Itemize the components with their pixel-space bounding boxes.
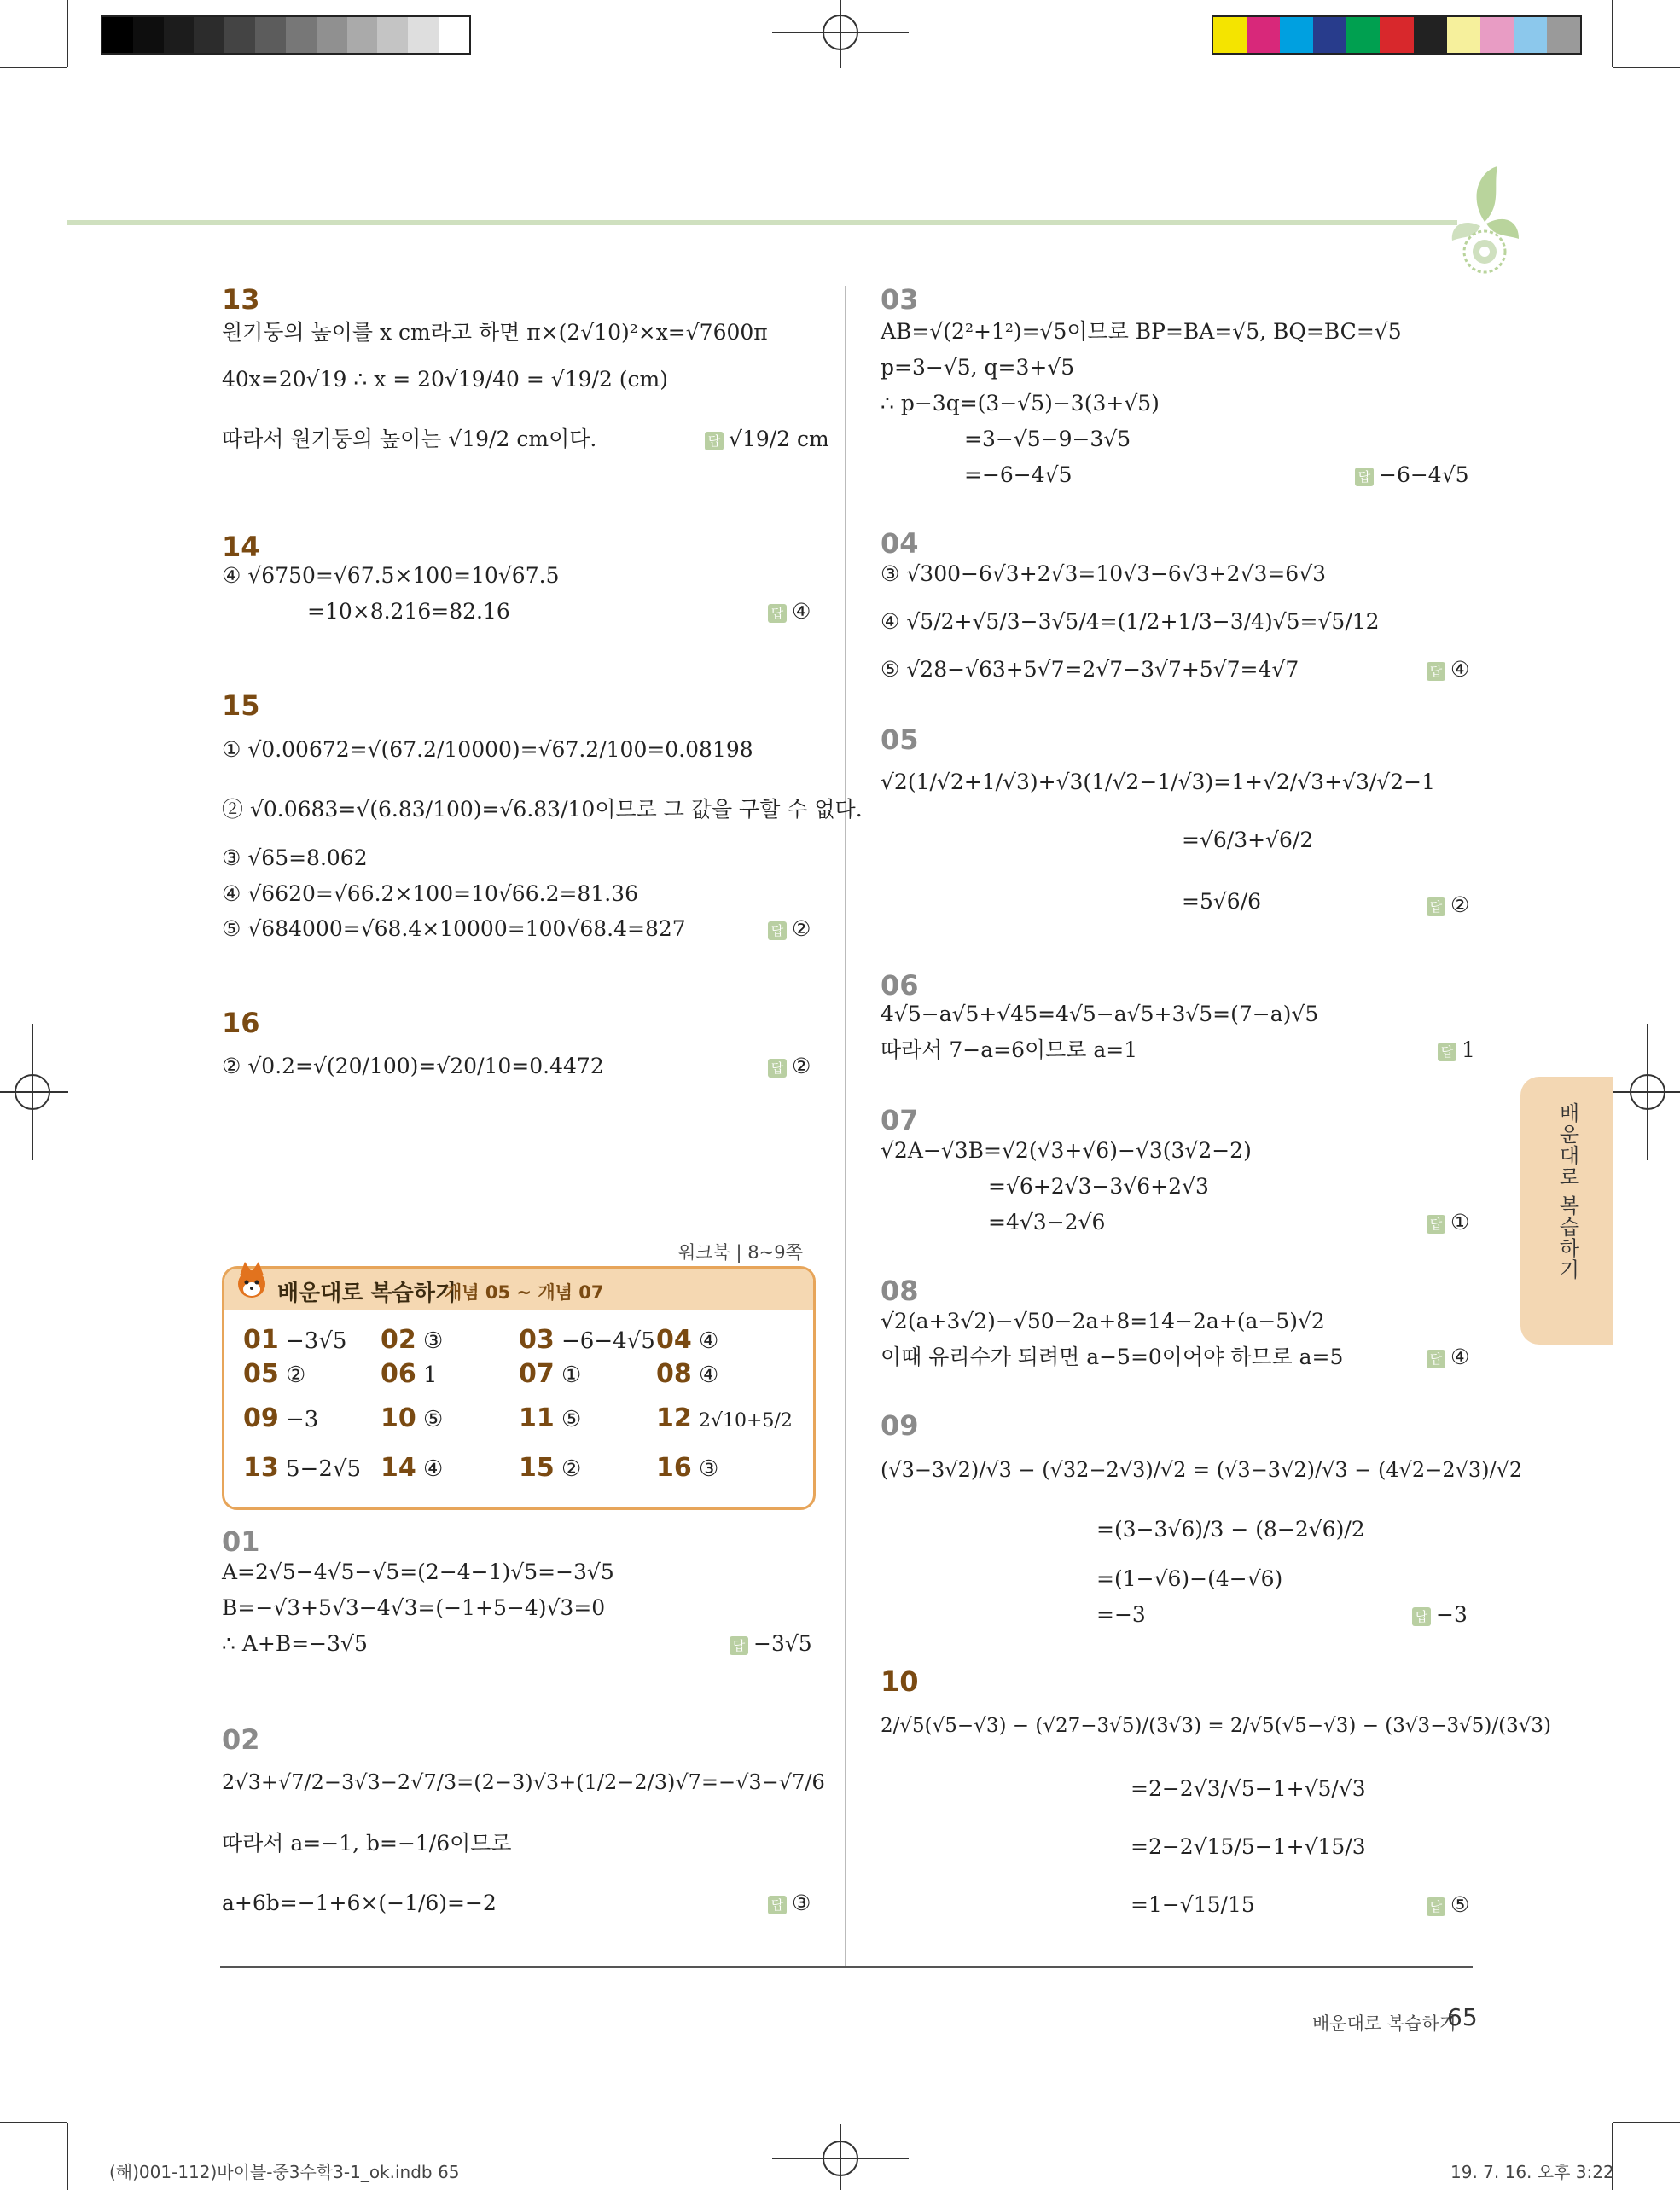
solution-line: 원기둥의 높이를 x cm라고 하면 π×(2√10)²×x=√7600π [222, 320, 768, 345]
crop-mark [1613, 67, 1680, 68]
problem-number: 09 [881, 1409, 919, 1442]
answer-value: −3√5 [753, 1631, 812, 1656]
solution-line: =2−2√3/√5−1+√5/√3 [1131, 1776, 1366, 1801]
solution-line: 4√5−a√5+√45=4√5−a√5+3√5=(7−a)√5 [881, 1002, 1319, 1026]
problem-number: 14 [222, 531, 260, 563]
review-item [243, 1403, 318, 1433]
file-name: (해)001-112)바이블-중3수학3-1_ok.indb 65 [109, 2162, 460, 2182]
answer-value: ② [1450, 892, 1470, 917]
review-item-value: ⑤ [423, 1407, 444, 1432]
answer [768, 599, 811, 624]
review-item-value: 2√10+5/2 [699, 1410, 793, 1432]
problem-number: 04 [881, 527, 919, 560]
problem-number: 10 [881, 1665, 919, 1698]
solution-line: 따라서 원기둥의 높이는 √19/2 cm이다. [222, 427, 597, 451]
answer-icon: 답 [1427, 1350, 1445, 1368]
answer-value: ② [792, 1054, 811, 1078]
review-item-number: 08 [656, 1359, 692, 1389]
solution-line: ② √0.0683=√(6.83/100)=√6.83/10이므로 그 값을 구할 수 없다. [222, 797, 863, 822]
answer [1427, 657, 1469, 682]
answer [1427, 1892, 1469, 1917]
crop-mark [1613, 2122, 1680, 2123]
answer-icon: 답 [768, 604, 787, 623]
crop-mark [67, 0, 68, 67]
review-item-number: 11 [519, 1403, 555, 1433]
review-item [243, 1359, 305, 1389]
answer-icon: 답 [768, 921, 787, 940]
review-item-number: 06 [381, 1359, 416, 1389]
review-item-value: −6−4√5 [561, 1328, 655, 1354]
review-item [519, 1359, 581, 1389]
review-item-number: 04 [656, 1325, 692, 1355]
footer-section: 배운대로 복습하기 [1312, 2013, 1456, 2034]
answer [1427, 892, 1469, 917]
solution-line: =3−√5−9−3√5 [964, 427, 1131, 451]
solution-line: ③ √65=8.062 [222, 845, 368, 870]
review-item [656, 1359, 718, 1389]
review-concept: 개념 05 ~ 개념 07 [445, 1282, 604, 1303]
answer-icon: 답 [1412, 1607, 1431, 1626]
review-title: 배운대로 복습하기 [277, 1281, 456, 1306]
solution-line: 따라서 7−a=6이므로 a=1 [881, 1037, 1138, 1062]
review-item-value: 5−2√5 [286, 1456, 361, 1482]
review-item [519, 1325, 655, 1355]
side-tab-label: 배운대로 복습하기 [1555, 1102, 1579, 1281]
answer-icon: 답 [768, 1896, 787, 1914]
review-item [519, 1403, 581, 1433]
solution-line: a+6b=−1+6×(−1/6)=−2 [222, 1891, 497, 1915]
review-item [656, 1325, 718, 1355]
review-item [381, 1403, 443, 1433]
answer [768, 916, 811, 941]
problem-number: 03 [881, 283, 919, 316]
review-item-number: 10 [381, 1403, 416, 1433]
review-item-value: ④ [699, 1362, 719, 1388]
solution-line: 2√3+√7/2−3√3−2√7/3=(2−3)√3+(1/2−2/3)√7=−√3−√7/6 [222, 1770, 825, 1794]
answer [768, 1891, 811, 1915]
answer-value: ④ [1450, 657, 1470, 682]
review-item-value: ② [561, 1456, 582, 1482]
review-item [243, 1325, 346, 1355]
solution-line: ⑤ √28−√63+5√7=2√7−3√7+5√7=4√7 [881, 657, 1299, 682]
review-item-number: 14 [381, 1453, 416, 1483]
review-item-number: 01 [243, 1325, 279, 1355]
review-item-value: ② [286, 1362, 306, 1388]
answer-value: ② [792, 916, 811, 941]
grayscale-bar [101, 15, 471, 55]
solution-line: ∴ A+B=−3√5 [222, 1631, 368, 1656]
answer-icon: 답 [1355, 468, 1374, 486]
header-rule [67, 220, 1457, 225]
solution-line: 이때 유리수가 되려면 a−5=0이어야 하므로 a=5 [881, 1345, 1344, 1369]
answer-value: 1 [1462, 1037, 1475, 1062]
solution-line: =4√3−2√6 [988, 1210, 1106, 1234]
problem-number: 06 [881, 969, 919, 1002]
solution-line: ∴ p−3q=(3−√5)−3(3+√5) [881, 391, 1160, 415]
answer-value: √19/2 cm [729, 427, 829, 451]
answer-icon: 답 [768, 1059, 787, 1078]
problem-number: 05 [881, 723, 919, 756]
review-item-value: ① [561, 1362, 582, 1388]
solution-line: ③ √300−6√3+2√3=10√3−6√3+2√3=6√3 [881, 561, 1327, 586]
registration-mark-top [772, 0, 909, 68]
solution-line: ④ √6620=√66.2×100=10√66.2=81.36 [222, 881, 638, 906]
answer-value: ① [1450, 1210, 1470, 1234]
review-item-number: 05 [243, 1359, 279, 1389]
review-item-number: 15 [519, 1453, 555, 1483]
answer [1412, 1602, 1468, 1627]
answer [1438, 1037, 1475, 1062]
solution-line: A=2√5−4√5−√5=(2−4−1)√5=−3√5 [222, 1560, 614, 1584]
solution-line: 2/√5(√5−√3) − (√27−3√5)/(3√3) = 2/√5(√5−√3) − (3√3−3√5)/(3√3) [881, 1715, 1551, 1737]
answer-icon: 답 [730, 1636, 748, 1655]
review-item-value: 1 [423, 1362, 438, 1388]
color-bar [1212, 15, 1582, 55]
answer-icon: 답 [705, 432, 724, 450]
solution-line: ② √0.2=√(20/100)=√20/10=0.4472 [222, 1054, 604, 1078]
footer-rule [220, 1966, 1473, 1968]
answer-icon: 답 [1427, 662, 1445, 681]
workbook-ref: 워크북 | 8~9쪽 [678, 1242, 803, 1263]
answer-value: ④ [1450, 1345, 1470, 1369]
answer [1427, 1210, 1469, 1234]
solution-line: (√3−3√2)/√3 − (√32−2√3)/√2 = (√3−3√2)/√3 − (4√2−2√3)/√2 [881, 1458, 1523, 1482]
solution-line: 40x=20√19 ∴ x = 20√19/40 = √19/2 (cm) [222, 367, 669, 392]
review-item-value: ④ [699, 1328, 719, 1354]
review-item [381, 1325, 443, 1355]
answer-icon: 답 [1427, 1215, 1445, 1234]
solution-line: =1−√15/15 [1131, 1892, 1255, 1917]
solution-line: =2−2√15/5−1+√15/3 [1131, 1834, 1366, 1859]
column-divider [845, 286, 846, 1966]
answer-icon: 답 [1438, 1043, 1456, 1061]
review-box [222, 1266, 816, 1510]
leaf-ornament [1433, 162, 1527, 282]
solution-line: p=3−√5, q=3+√5 [881, 355, 1075, 380]
crop-mark [0, 2122, 67, 2123]
solution-line: ⑤ √684000=√68.4×10000=100√68.4=827 [222, 916, 686, 941]
problem-number: 01 [222, 1525, 260, 1558]
review-item-value: ⑤ [561, 1407, 582, 1432]
solution-line: ① √0.00672=√(67.2/10000)=√67.2/100=0.08198 [222, 737, 753, 762]
problem-number: 13 [222, 283, 260, 316]
review-item [381, 1359, 438, 1389]
solution-line: AB=√(2²+1²)=√5이므로 BP=BA=√5, BQ=BC=√5 [881, 319, 1402, 344]
answer-value: ③ [792, 1891, 811, 1915]
review-item [656, 1453, 718, 1483]
crop-mark [1612, 0, 1613, 67]
crop-mark [67, 2123, 68, 2190]
review-item-number: 07 [519, 1359, 555, 1389]
problem-number: 02 [222, 1723, 260, 1756]
solution-line: =(3−3√6)/3 − (8−2√6)/2 [1096, 1517, 1365, 1542]
review-item-number: 16 [656, 1453, 692, 1483]
solution-line: ④ √6750=√67.5×100=10√67.5 [222, 563, 560, 588]
review-item [381, 1453, 443, 1483]
review-item-number: 02 [381, 1325, 416, 1355]
solution-line: =−6−4√5 [964, 462, 1073, 487]
solution-line: =5√6/6 [1182, 889, 1262, 914]
solution-line: √2(a+3√2)−√50−2a+8=14−2a+(a−5)√2 [881, 1309, 1325, 1333]
problem-number: 16 [222, 1007, 260, 1039]
answer-value: −3 [1436, 1602, 1468, 1627]
solution-line: =10×8.216=82.16 [307, 599, 510, 624]
solution-line: =√6/3+√6/2 [1182, 828, 1314, 852]
review-item-number: 13 [243, 1453, 279, 1483]
review-item-value: ④ [423, 1456, 444, 1482]
solution-line: =√6+2√3−3√6+2√3 [988, 1174, 1209, 1199]
solution-line: 따라서 a=−1, b=−1/6이므로 [222, 1831, 512, 1856]
registration-mark-right [1612, 1024, 1680, 1160]
registration-mark-bottom [772, 2124, 909, 2190]
answer [705, 427, 829, 451]
review-item-number: 03 [519, 1325, 555, 1355]
review-item [519, 1453, 581, 1483]
page-number: 65 [1447, 2003, 1478, 2031]
solution-line: =−3 [1096, 1602, 1146, 1627]
solution-line: =(1−√6)−(4−√6) [1096, 1566, 1283, 1591]
problem-number: 15 [222, 689, 260, 722]
side-tab[interactable] [1520, 1077, 1613, 1345]
problem-number: 08 [881, 1275, 919, 1307]
problem-number: 07 [881, 1104, 919, 1136]
answer [1355, 462, 1469, 487]
registration-mark-left [0, 1024, 68, 1160]
review-header [224, 1269, 813, 1310]
solution-line: √2A−√3B=√2(√3+√6)−√3(3√2−2) [881, 1138, 1252, 1163]
review-item-value: −3√5 [286, 1328, 347, 1354]
solution-line: √2(1/√2+1/√3)+√3(1/√2−1/√3)=1+√2/√3+√3/√2−1 [881, 770, 1435, 794]
review-item-value: −3 [286, 1407, 319, 1432]
solution-line: ④ √5/2+√5/3−3√5/4=(1/2+1/3−3/4)√5=√5/12 [881, 609, 1380, 634]
review-item-value: ③ [423, 1328, 444, 1354]
answer [730, 1631, 812, 1656]
answer [768, 1054, 811, 1078]
fox-mascot-icon [231, 1260, 274, 1308]
answer-value: ④ [792, 599, 811, 624]
answer-icon: 답 [1427, 897, 1445, 916]
review-item-number: 09 [243, 1403, 279, 1433]
review-item-number: 12 [656, 1403, 692, 1433]
review-item [243, 1453, 361, 1483]
solution-line: B=−√3+5√3−4√3=(−1+5−4)√3=0 [222, 1595, 606, 1620]
answer-value: −6−4√5 [1379, 462, 1469, 487]
crop-mark [0, 67, 67, 68]
review-item-value: ③ [699, 1456, 719, 1482]
answer-value: ⑤ [1450, 1892, 1470, 1917]
answer-icon: 답 [1427, 1897, 1445, 1916]
review-item [656, 1403, 793, 1433]
answer [1427, 1345, 1469, 1369]
print-stamp: 19. 7. 16. 오후 3:22 [1450, 2162, 1614, 2182]
